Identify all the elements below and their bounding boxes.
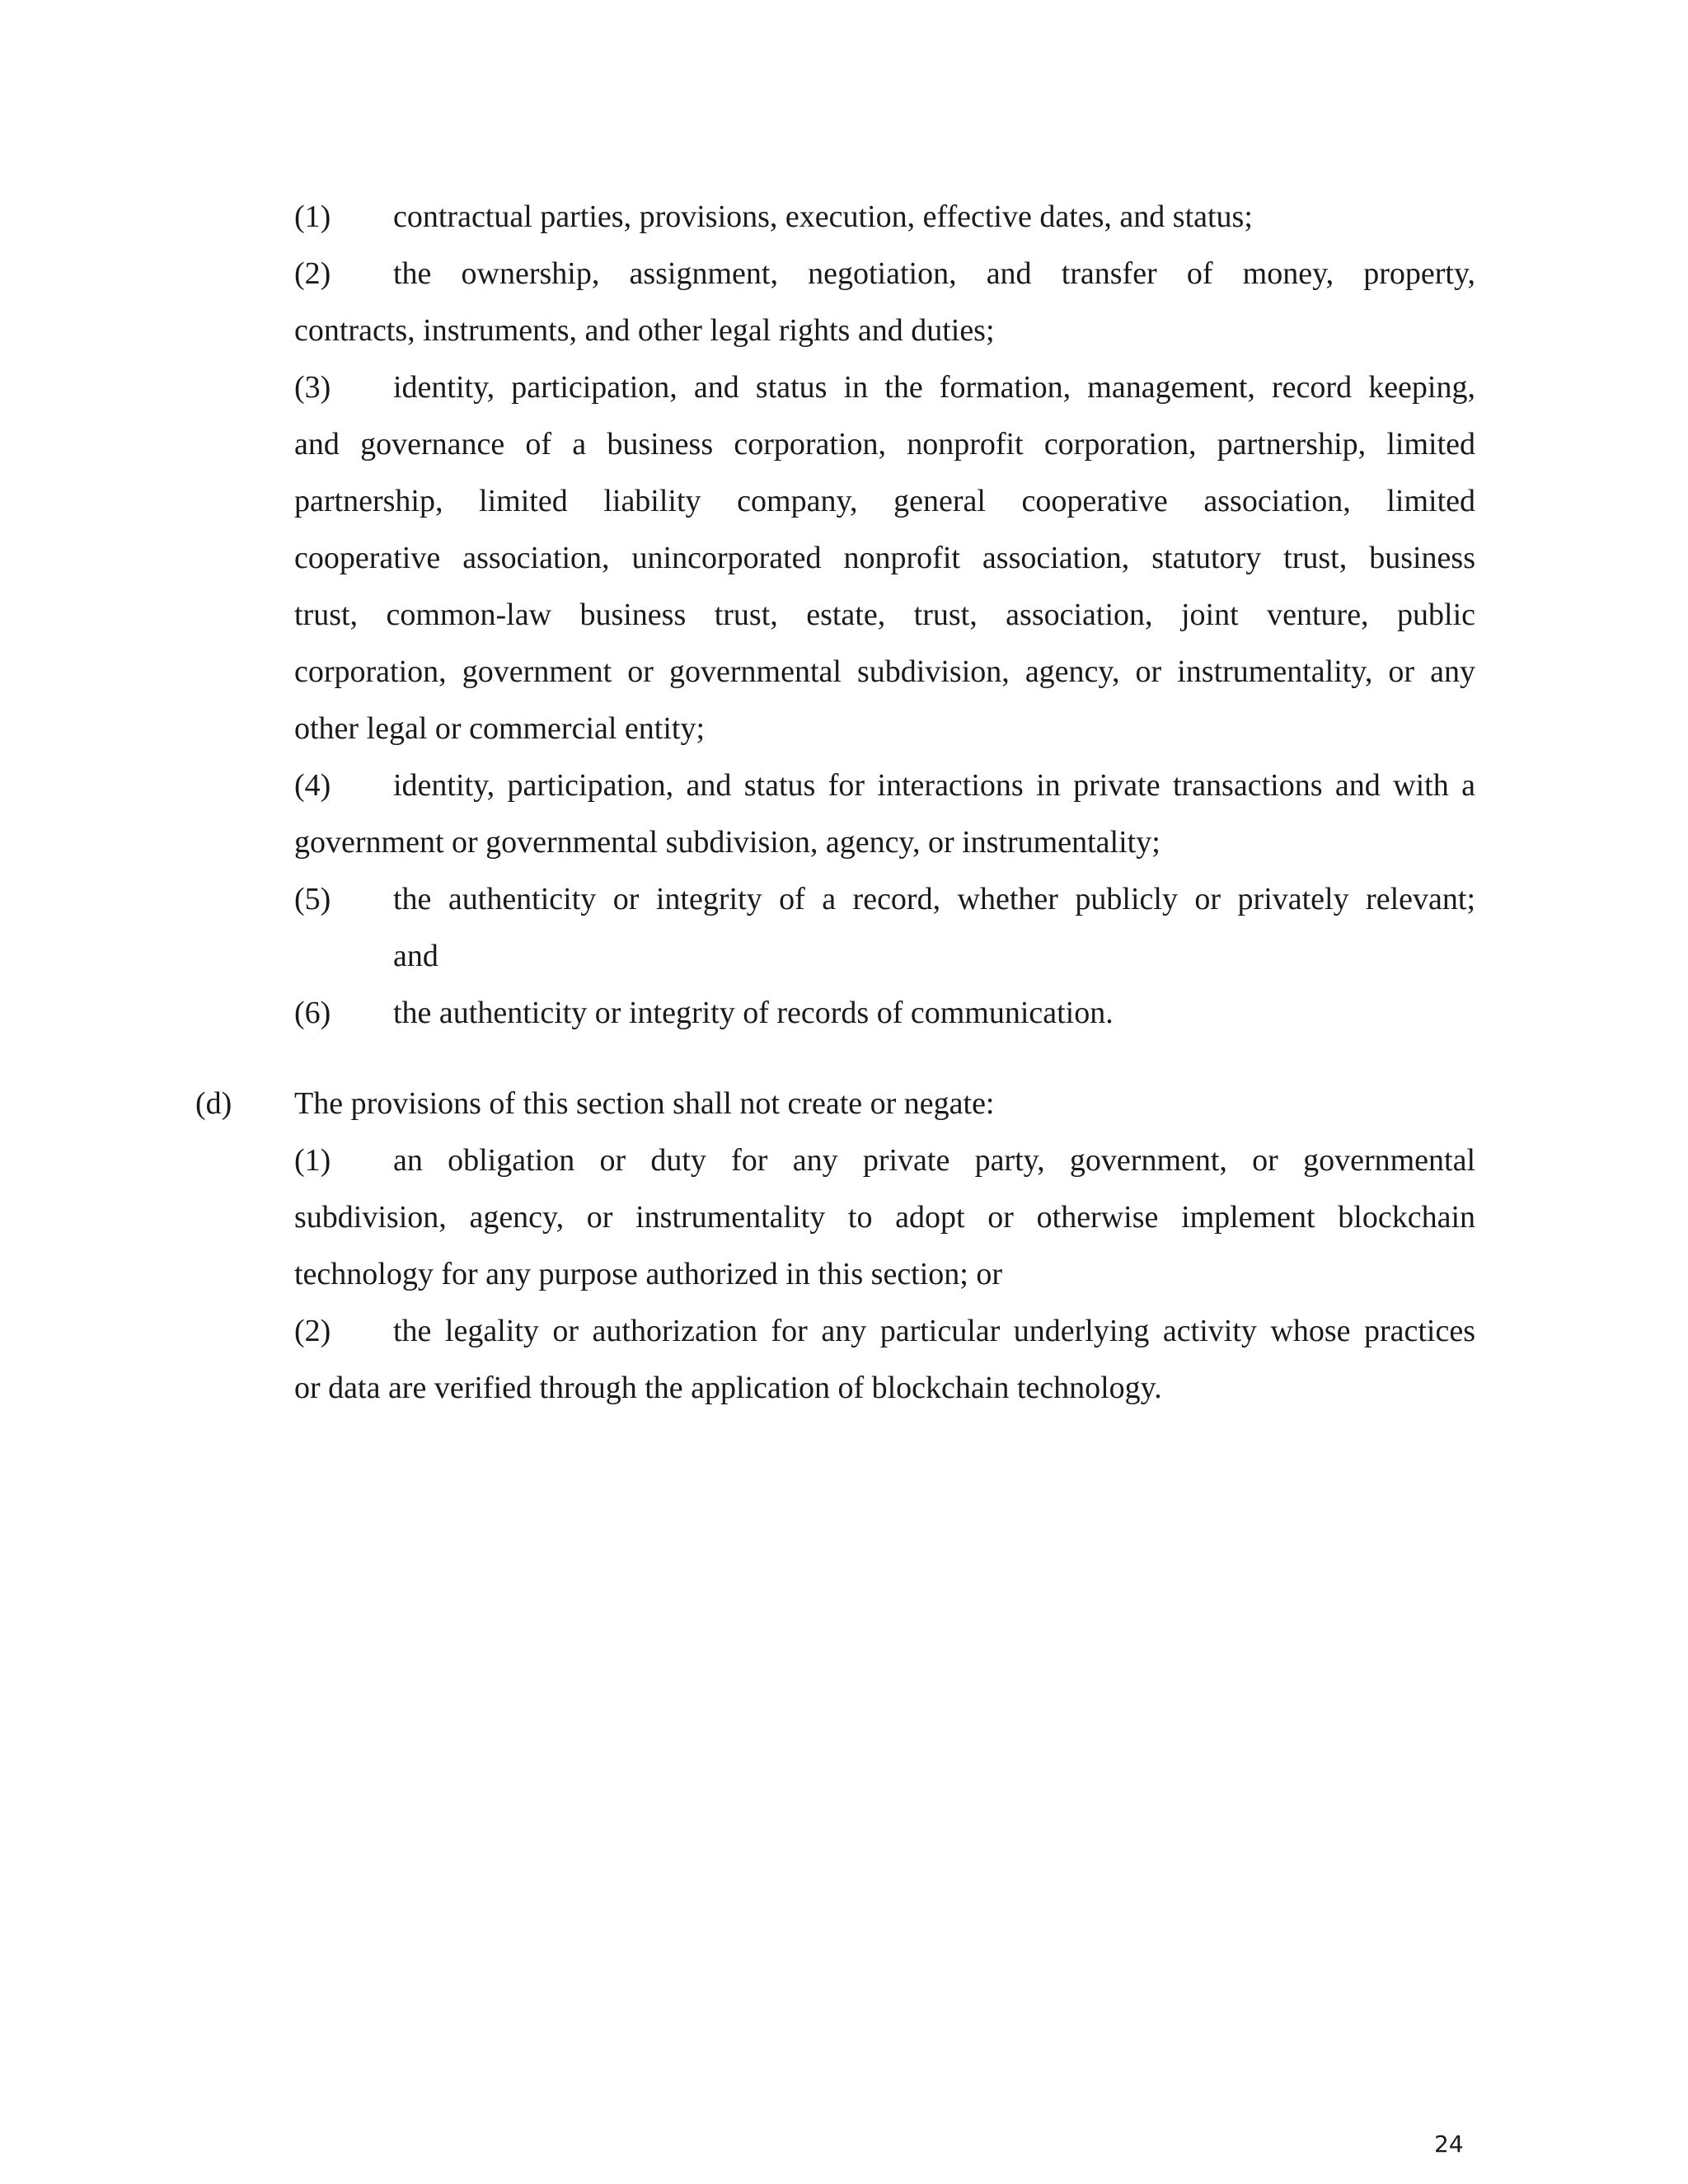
list-item-text: other legal or commercial entity; bbox=[294, 711, 706, 746]
list-item-marker: (2) bbox=[294, 1314, 331, 1348]
list-item-text: partnership, limited liability company, general cooperative association, limited bbox=[294, 484, 1475, 518]
list-item-text: government or governmental subdivision, agency, or instrumentality; bbox=[294, 825, 1160, 860]
list-item-text: identity, participation, and status for interactions in private transactions and with a bbox=[393, 768, 1475, 803]
list-item-marker: (1) bbox=[294, 1143, 331, 1178]
list-item-marker: (1) bbox=[294, 199, 331, 234]
list-item-text: corporation, government or governmental subdivision, agency, or instrumentality, or any bbox=[294, 654, 1475, 689]
list-item-marker: (5) bbox=[294, 882, 331, 916]
page-number: 24 bbox=[1434, 2130, 1464, 2158]
list-item-text: subdivision, agency, or instrumentality to adopt or otherwise implement blockchain bbox=[294, 1200, 1475, 1235]
list-item-marker: (2) bbox=[294, 256, 331, 291]
list-item-text: the ownership, assignment, negotiation, and transfer of money, property, bbox=[393, 256, 1475, 291]
list-item-text: trust, common-law business trust, estate, trust, association, joint venture, public bbox=[294, 598, 1475, 632]
list-item-text: and bbox=[393, 939, 438, 973]
list-item-text: the legality or authorization for any particular underlying activity whose practices bbox=[393, 1314, 1475, 1348]
list-item-text: the authenticity or integrity of records of communication. bbox=[393, 996, 1114, 1030]
section-heading: The provisions of this section shall not create or negate: bbox=[294, 1086, 995, 1121]
list-item-text: an obligation or duty for any private party, government, or governmental bbox=[393, 1143, 1475, 1178]
list-item-text: and governance of a business corporation, nonprofit corporation, partnership, limited bbox=[294, 427, 1475, 462]
list-item-text: the authenticity or integrity of a record, whether publicly or privately relevant; bbox=[393, 882, 1475, 916]
list-item-text: contractual parties, provisions, execution, effective dates, and status; bbox=[393, 199, 1253, 234]
list-item-marker: (6) bbox=[294, 996, 331, 1030]
list-item-text: cooperative association, unincorporated nonprofit association, statutory trust, business bbox=[294, 541, 1475, 575]
section-marker: (d) bbox=[195, 1086, 232, 1121]
list-item-marker: (3) bbox=[294, 370, 331, 405]
list-item-marker: (4) bbox=[294, 768, 331, 803]
list-item-text: or data are verified through the application of blockchain technology. bbox=[294, 1371, 1162, 1405]
list-item-text: identity, participation, and status in the formation, management, record keeping, bbox=[393, 370, 1475, 405]
list-item-text: technology for any purpose authorized in this section; or bbox=[294, 1257, 1003, 1291]
list-item-text: contracts, instruments, and other legal rights and duties; bbox=[294, 313, 995, 348]
